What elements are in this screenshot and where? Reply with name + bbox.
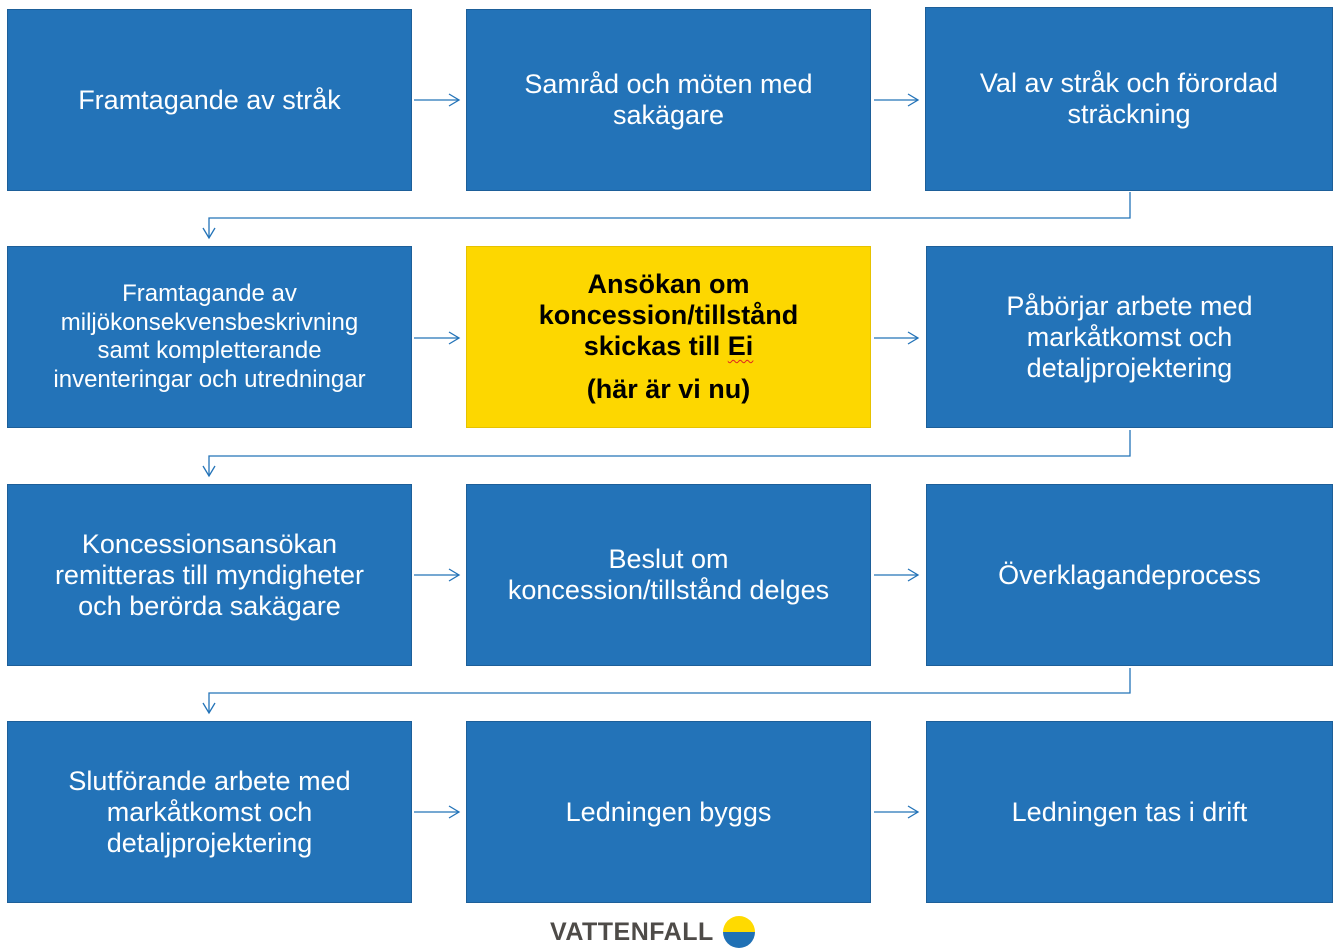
step-label: Ledningen byggs bbox=[565, 796, 772, 827]
step-label: Samråd och möten med sakägare bbox=[524, 69, 813, 130]
step-label: Överklagandeprocess bbox=[998, 559, 1261, 590]
step-label: Framtagande av stråk bbox=[78, 84, 341, 115]
step-framtagande-av-strak bbox=[7, 9, 412, 191]
step-overklagandeprocess bbox=[926, 484, 1333, 666]
step-ledningen-byggs bbox=[466, 721, 871, 903]
arrow-step9-to-step10 bbox=[209, 668, 1130, 713]
step-val-av-strak bbox=[925, 7, 1333, 191]
step-beslut bbox=[466, 484, 871, 666]
arrow-step3-to-step4 bbox=[209, 192, 1130, 238]
step-label: Påbörjar arbete med markåtkomst och detaljprojektering bbox=[1006, 290, 1253, 383]
step-label bbox=[539, 269, 799, 362]
step-ledningen-i-drift bbox=[926, 721, 1333, 903]
step-label: Ledningen tas i drift bbox=[1011, 796, 1248, 827]
step-label: Val av stråk och förordad sträckning bbox=[979, 68, 1279, 129]
step-label-main: Ansökan om koncession/tillstånd skickas till bbox=[538, 269, 799, 361]
step-paborjar-arbete bbox=[926, 246, 1333, 428]
step-label: Koncessionsansökan remitteras till myndigheter och berörda sakägare bbox=[54, 528, 365, 621]
step-slutforande-arbete bbox=[7, 721, 412, 903]
step-samrad bbox=[466, 9, 871, 191]
arrow-step6-to-step7 bbox=[209, 430, 1130, 476]
logo-wordmark: VATTENFALL bbox=[550, 917, 714, 946]
ei-abbreviation: Ei bbox=[727, 331, 754, 361]
logo-circle-icon bbox=[722, 915, 756, 949]
step-ansokan-current bbox=[466, 246, 871, 428]
step-label: Beslut om koncession/tillstånd delges bbox=[507, 544, 830, 605]
step-miljokonsekvensbeskrivning bbox=[7, 246, 412, 428]
step-koncessionsansokan-remitteras bbox=[7, 484, 412, 666]
current-position-label: (här är vi nu) bbox=[586, 374, 751, 404]
step-label: Slutförande arbete med markåtkomst och detaljprojektering bbox=[68, 765, 351, 858]
vattenfall-logo bbox=[550, 915, 756, 949]
step-label: Framtagande av miljökonsekvensbeskrivning samt kompletterande inventeringar och utredningar bbox=[53, 280, 366, 393]
